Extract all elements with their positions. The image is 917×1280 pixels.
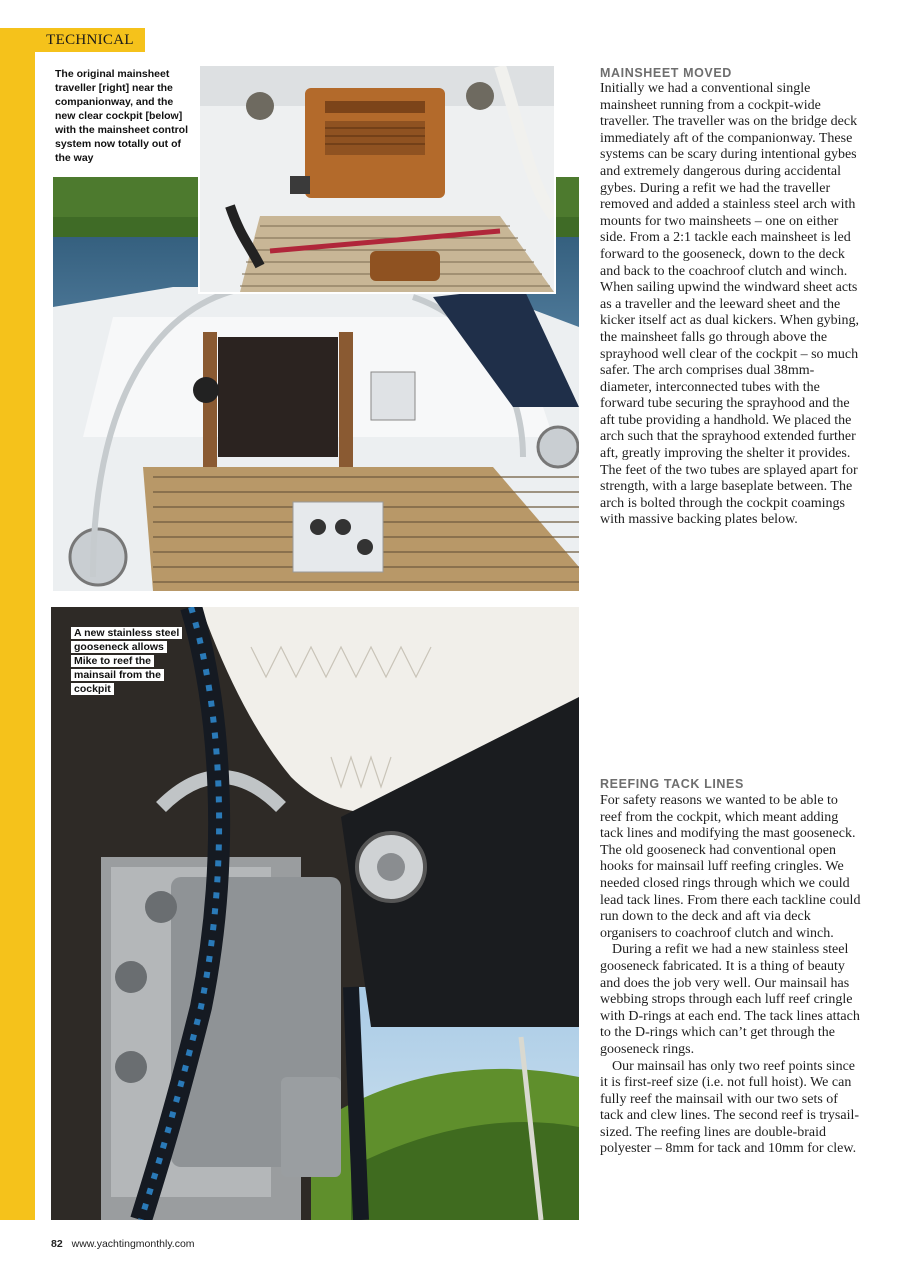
- caption-bottom-photo: A new stainless steel gooseneck allows Mike to reef the mainsail from the cockpit: [71, 626, 189, 696]
- accent-side-bar: [0, 28, 35, 1220]
- page-footer: [51, 1238, 195, 1250]
- section-tag: TECHNICAL: [35, 28, 145, 52]
- gooseneck-photo: [51, 607, 579, 1220]
- heading-reefing-tack-lines: REEFING TACK LINES: [600, 777, 744, 791]
- paragraph: Initially we had a conventional single mainsheet running from a cockpit-wide traveller. The traveller was on the bridge deck immediately aft of the companionway. These systems can be scary during intentional gybes and extremely dangerous during accidental gybes. During a refit we had the traveller removed and added a stainless steel arch with mounts for two mainsheets – one on either side. From a 2:1 tackle each mainsheet is led forward to the gooseneck, down to the deck and back to the coachroof clutch and winch. When sailing upwind the windward sheet acts as a traveller and the leeward sheet and the kicker itself act as dual kickers. When gybing, the mainsheet falls go through above the sprayhood well clear of the cockpit – so much safer. The arch comprises dual 38mm-diameter, interconnected tubes with the forward tube securing the sprayhood and the aft tube providing a handhold. We placed the arch such that the sprayhood extended further aft, greatly improving the shelter it provides. The feet of the two tubes are splayed apart for strength, with a large baseplate between. The arch is bolted through the cockpit coamings with massive backing plates below.: [600, 81, 860, 528]
- heading-mainsheet-moved: MAINSHEET MOVED: [600, 66, 732, 80]
- paragraph: During a refit we had a new stainless steel gooseneck fabricated. It is a thing of beauty and does the job very well. Our mainsail has webbing strops through each luff reef cringle with D-rings at each end. The tack lines attach to the D-rings which can’t get through the gooseneck rings.: [600, 942, 860, 1057]
- body-reefing-tack-lines: [600, 793, 862, 1158]
- paragraph: Our mainsail has only two reef points since it is first-reef size (i.e. not full hoist). We can fully reef the mainsail with our two sets of tack and clew lines. The second reef is trysail-sized. The reefing lines are double-braid polyester – 8mm for tack and 10mm for clew.: [600, 1058, 860, 1157]
- inset-photo-traveller: [198, 64, 556, 294]
- body-mainsheet-moved: [600, 81, 862, 529]
- caption-top-photo: The original mainsheet traveller [right] near the companionway, and the new clear cockpit [below] with the mainsheet control system now totally out of the way: [55, 68, 189, 164]
- page-number: 82: [51, 1238, 63, 1250]
- paragraph: For safety reasons we wanted to be able to reef from the cockpit, which meant adding tack lines and modifying the mast gooseneck. The old gooseneck had conventional open hooks for mainsail luff reefing cringles. We needed closed rings through which we could lead tack lines. From there each tackline could run down to the deck and aft via deck organisers to coachroof clutch and winch.: [600, 793, 861, 941]
- website-link[interactable]: www.yachtingmonthly.com: [71, 1238, 195, 1250]
